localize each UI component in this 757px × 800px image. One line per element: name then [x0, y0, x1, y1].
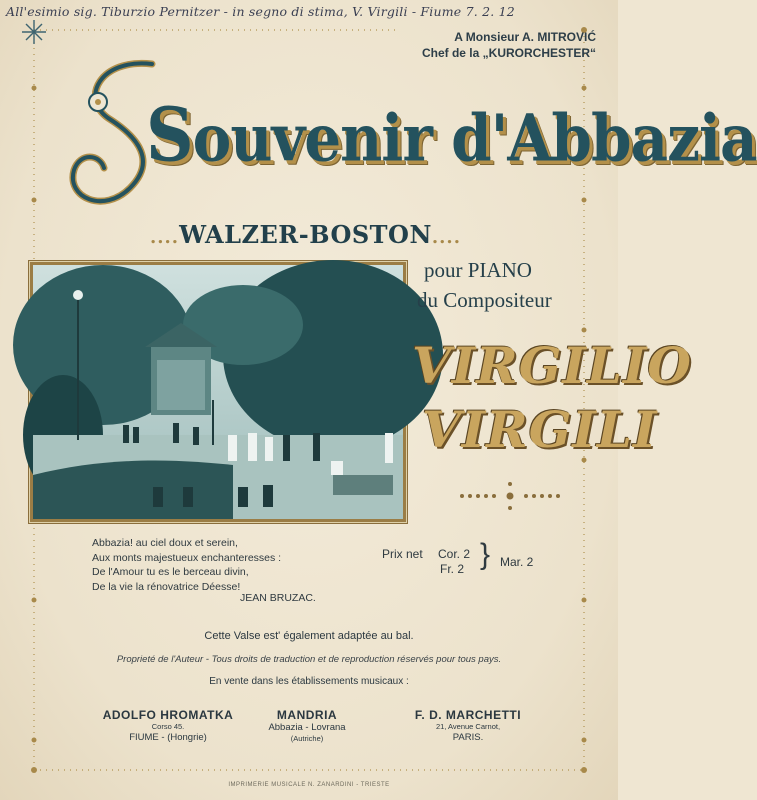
title-block	[60, 58, 757, 208]
park-photograph	[30, 262, 406, 522]
poem-line: Aux monts majestueux enchanteresses :	[92, 551, 282, 564]
publisher-name: MANDRIA	[276, 708, 338, 722]
composer-first-name: VIRGILIO	[412, 336, 692, 395]
poem-author: JEAN BRUZAC.	[240, 592, 316, 604]
poem	[92, 536, 281, 594]
title-text	[146, 91, 757, 179]
du-compositeur-label: du Compositeur	[417, 288, 552, 312]
photo-illustration	[33, 265, 403, 519]
price-mar: Mar. 2	[500, 555, 534, 569]
composer-last-name: VIRGILI	[422, 400, 658, 459]
publisher-city: PARIS.	[452, 732, 484, 743]
publisher-name: ADOLFO HROMATKA	[102, 708, 234, 722]
price-fr: Fr. 2	[440, 562, 465, 576]
publisher-street: 21, Avenue Carnot,	[435, 722, 501, 731]
handwritten-inscription: All'esimio sig. Tiburzio Pernitzer - in segno di stima, V. Virgili - Fiume 7. 2. 12	[6, 4, 515, 19]
ball-note: Cette Valse est' également adaptée au bal.	[204, 630, 414, 642]
price-brace: }	[480, 538, 491, 571]
publisher-marchetti	[400, 708, 536, 744]
printer-credit: IMPRIMERIE MUSICALE N. ZANARDINI - TRIESTE	[228, 782, 390, 788]
poem-line: De la vie la rénovatrice Déesse!	[92, 580, 241, 593]
publisher-city: FIUME - (Hongrie)	[129, 732, 207, 743]
subtitle: ....WALZER-BOSTON....	[150, 220, 461, 249]
instrument-label: pour PIANO	[424, 258, 532, 282]
price-label: Prix net	[382, 547, 423, 561]
subtitle-text: WALZER-BOSTON	[179, 220, 432, 249]
title-initial: S	[146, 91, 193, 179]
dedication-line-2: Chef de la „KURORCHESTER“	[421, 46, 596, 60]
rights-notice: Proprieté de l'Auteur - Tous droits de traduction et de reproduction réservés pour tous pays.	[116, 654, 502, 665]
publisher-street: Corso 45.	[151, 722, 185, 731]
publisher-street: Abbazia - Lovrana	[268, 722, 346, 733]
poem-line: De l'Amour tu es le berceau divin,	[92, 566, 249, 578]
publisher-city: (Autriche)	[290, 734, 324, 743]
title-rest: ouvenir d'Abbazia	[192, 100, 757, 177]
poem-line: Abbazia! au ciel doux et serein,	[92, 537, 238, 549]
publisher-name: F. D. MARCHETTI	[414, 708, 522, 722]
price-cor: Cor. 2	[438, 547, 471, 561]
sale-notice: En vente dans les établissements musicaux :	[209, 676, 409, 687]
publisher-mandria	[242, 708, 372, 744]
publisher-hromatka	[98, 708, 238, 744]
dedication-line-1: A Monsieur A. MITROVIĆ	[454, 30, 596, 44]
